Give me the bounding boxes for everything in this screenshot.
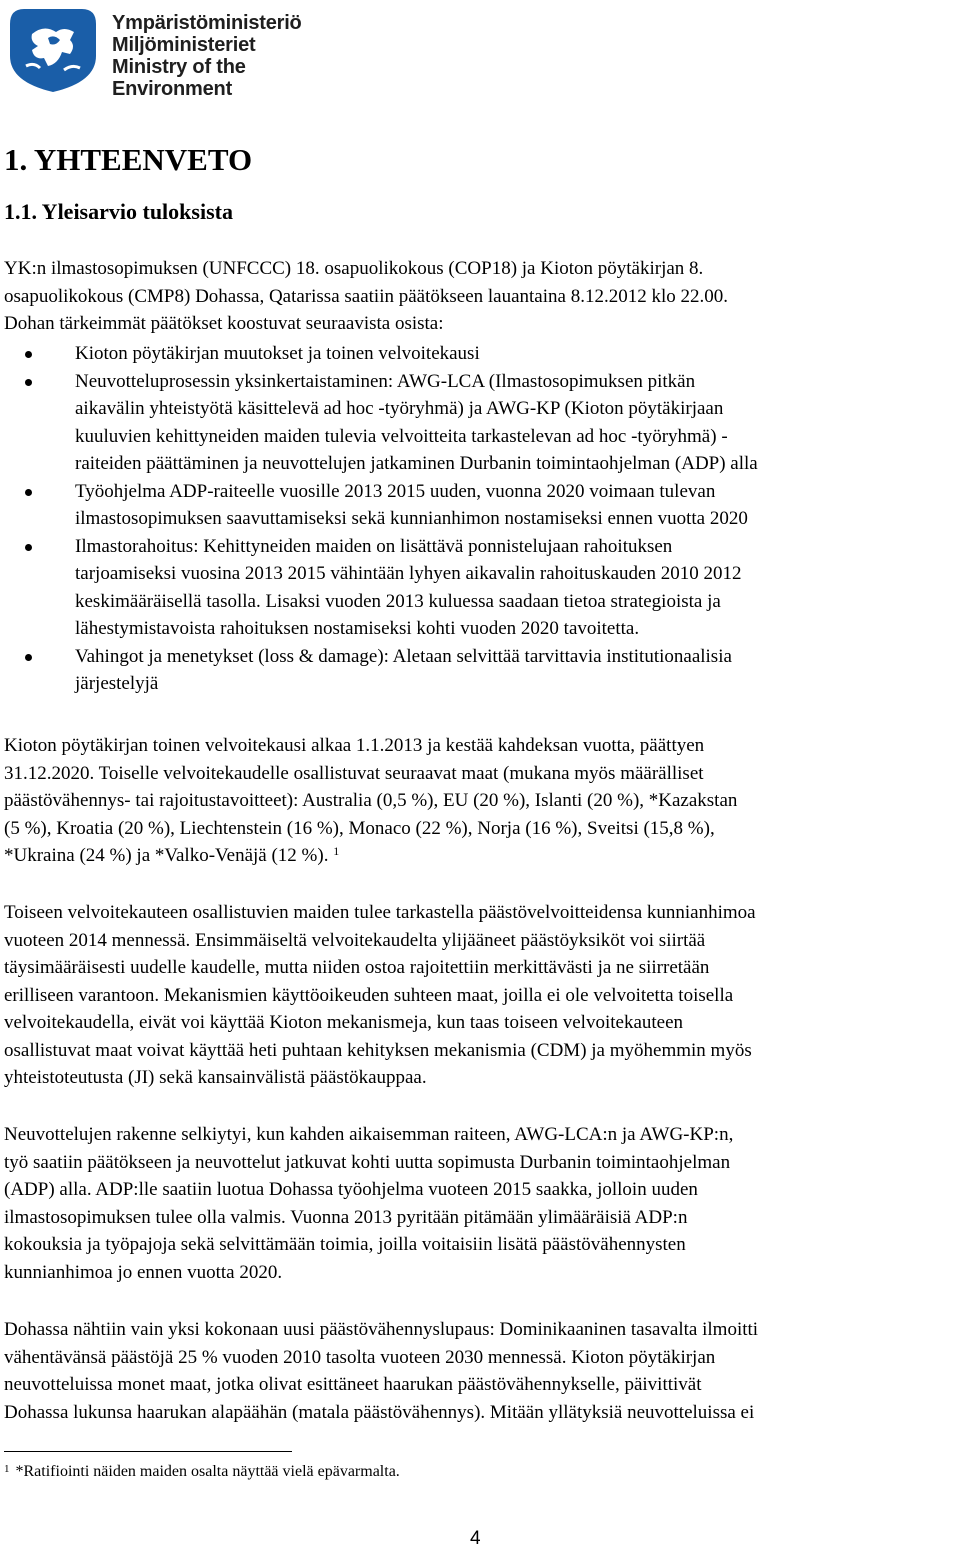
paragraph-line: neuvotteluissa monet maat, jotka olivat esittäneet haarukan päästövähennykselle, päivittivät <box>4 1374 702 1395</box>
footnote <box>4 1462 400 1482</box>
paragraph-line: Neuvottelujen rakenne selkiytyi, kun kahden aikaisemman raiteen, AWG-LCA:n ja AWG-KP:n, <box>4 1124 734 1145</box>
paragraph-line: Dohassa nähtiin vain yksi kokonaan uusi päästövähennyslupaus: Dominikaaninen tasavalta ilmoitti <box>4 1319 759 1340</box>
footnote-number: 1 <box>4 1463 10 1475</box>
ministry-logo <box>4 4 344 100</box>
paragraph-line: 31.12.2020. Toiselle velvoitekaudelle osallistuvat seuraavat maat (mukana myös määrälliset <box>4 762 704 784</box>
footnote-text: *Ratifiointi näiden maiden osalta näyttää vielä epävarmalta. <box>15 1463 400 1480</box>
logo-line-en: Ministry of the Environment <box>112 56 246 100</box>
paragraph-line: Toiseen velvoitekauteen osallistuvien maiden tulee tarkastella päästövelvoitteidensa kunnianhimoa <box>4 902 756 923</box>
list-item-line: ilmastosopimuksen saavuttamiseksi sekä kunnianhimon nostamiseksi ennen vuotta 2020 <box>75 508 748 529</box>
bullet-icon <box>25 379 32 386</box>
paragraph-line: Kioton pöytäkirjan toinen velvoitekausi alkaa 1.1.2013 ja kestää kahdeksan vuotta, päättyen <box>4 735 705 756</box>
emission-pledges-paragraph <box>4 1316 959 1426</box>
paragraph-line: vuoteen 2014 mennessä. Ensimmäiseltä velvoitekaudelta ylijääneet päästöyksiköt voi siirtää <box>4 929 706 951</box>
list-item <box>4 368 954 478</box>
list-item-line: Neuvotteluprosessin yksinkertaistaminen: AWG-LCA (Ilmastosopimuksen pitkän <box>75 370 696 392</box>
ambition-paragraph <box>4 899 959 1092</box>
intro-line: osapuolikokous (CMP8) Dohassa, Qatarissa saatiin päätökseen lauantaina 8.12.2012 klo 22.00. <box>4 285 728 307</box>
list-item <box>4 478 954 533</box>
list-item-line: raiteiden päättäminen ja neuvottelujen jatkaminen Durbanin toimintaohjelman (ADP) alla <box>75 453 758 474</box>
list-item <box>4 340 954 368</box>
paragraph-line: kokouksia ja työpajoja sekä selvittämään toimia, joilla voitaisiin lisätä päästövähennysten <box>4 1234 686 1255</box>
subsection-heading: 1.1. Yleisarvio tuloksista <box>4 199 233 224</box>
paragraph-line: (ADP) alla. ADP:lle saatiin luotua Dohassa työohjelma vuoteen 2015 saakka, jolloin uuden <box>4 1179 698 1200</box>
page-number: 4 <box>470 1528 481 1549</box>
intro-paragraph <box>4 255 954 338</box>
paragraph-line: Dohassa lukunsa haarukan alapäähän (matala päästövähennys). Mitään yllätyksiä neuvotteluissa ei <box>4 1401 755 1423</box>
second-period-paragraph <box>4 732 959 870</box>
intro-line: YK:n ilmastosopimuksen (UNFCCC) 18. osapuolikokous (COP18) ja Kioton pöytäkirjan 8. <box>4 258 704 279</box>
bullet-icon <box>25 654 32 661</box>
footnote-reference[interactable]: 1 <box>333 844 340 858</box>
decisions-list <box>4 340 954 698</box>
paragraph-line: erilliseen varantoon. Mekanismien käyttöoikeuden suhteen maat, joilla ei ole velvoitetta toisella <box>4 984 734 1006</box>
logo-wordmark <box>112 12 344 100</box>
paragraph-line: velvoitekaudella, eivät voi käyttää Kioton mekanismeja, kun taas toiseen velvoitekauteen <box>4 1012 684 1033</box>
section-heading: 1. YHTEENVETO <box>4 142 253 177</box>
lion-emblem-icon <box>4 4 102 94</box>
list-item-line: Työohjelma ADP-raiteelle vuosille 2013 2015 uuden, vuonna 2020 voimaan tulevan <box>75 480 716 502</box>
list-item <box>4 533 954 643</box>
footnote-separator <box>4 1451 292 1452</box>
paragraph-line <box>4 842 959 870</box>
paragraph-line: päästövähennys- tai rajoitustavoitteet): Australia (0,5 %), EU (20 %), Islanti (20 %), *Kazakstan <box>4 790 738 811</box>
paragraph-line: työ saatiin päätökseen ja neuvottelut jatkuvat kohti uutta sopimusta Durbanin toimintaohjelman <box>4 1151 731 1173</box>
bullet-icon <box>25 489 32 496</box>
logo-line-sv: Miljöministeriet <box>112 34 256 56</box>
paragraph-line: täysimääräisesti uudelle kaudelle, mutta niiden ostoa rajoitettiin merkittävästi ja ne siirretään <box>4 957 710 978</box>
list-item-line: aikavälin yhteistyötä käsittelevä ad hoc -työryhmä) ja AWG-KP (Kioton pöytäkirjaan <box>75 398 724 419</box>
list-item <box>4 643 954 698</box>
intro-line: Dohan tärkeimmät päätökset koostuvat seuraavista osista: <box>4 313 444 334</box>
paragraph-line: (5 %), Kroatia (20 %), Liechtenstein (16 %), Monaco (22 %), Norja (16 %), Sveitsi (15,8 %), <box>4 817 715 839</box>
list-item-line: Ilmastorahoitus: Kehittyneiden maiden on lisättävä ponnistelujaan rahoituksen <box>75 535 673 557</box>
paragraph-text: *Ukraina (24 %) ja *Valko-Venäjä (12 %). <box>4 845 329 866</box>
list-item-line: kuuluvien kehittyneiden maiden tulevia velvoitteita tarkastelevan ad hoc -työryhmä) - <box>75 425 728 447</box>
paragraph-line: osallistuvat maat voivat käyttää heti puhtaan kehityksen mekanismia (CDM) ja myöhemmin myös <box>4 1039 752 1061</box>
paragraph-line: ilmastosopimuksen tulee olla valmis. Vuonna 2013 pyritään pitämään ylimääräisiä ADP:n <box>4 1206 688 1228</box>
paragraph-line: kunnianhimoa jo ennen vuotta 2020. <box>4 1261 283 1283</box>
paragraph-line: yhteistoteutusta (JI) sekä kansainvälistä päästökauppaa. <box>4 1067 427 1088</box>
paragraph-line: vähentävänsä päästöjä 25 % vuoden 2010 tasolta vuoteen 2030 mennessä. Kioton pöytäkirjan <box>4 1346 716 1368</box>
list-item-line: järjestelyjä <box>75 673 159 694</box>
list-item-line: Kioton pöytäkirjan muutokset ja toinen velvoitekausi <box>75 343 480 364</box>
bullet-icon <box>25 544 32 551</box>
bullet-icon <box>25 351 32 358</box>
negotiation-structure-paragraph <box>4 1121 959 1286</box>
list-item-line: tarjoamiseksi vuosina 2013 2015 vähintään lyhyen aikavalin rahoituskauden 2010 2012 <box>75 563 742 584</box>
list-item-line: Vahingot ja menetykset (loss & damage): Aletaan selvittää tarvittavia institutionaalisia <box>75 645 732 667</box>
logo-line-fi: Ympäristöministeriö <box>112 12 302 34</box>
list-item-line: lähestymistavoista rahoituksen nostamiseksi kohti vuoden 2020 tavoitetta. <box>75 618 640 639</box>
list-item-line: keskimääräisellä tasolla. Lisaksi vuoden 2013 kuluessa saadaan tietoa strategioista ja <box>75 590 721 612</box>
